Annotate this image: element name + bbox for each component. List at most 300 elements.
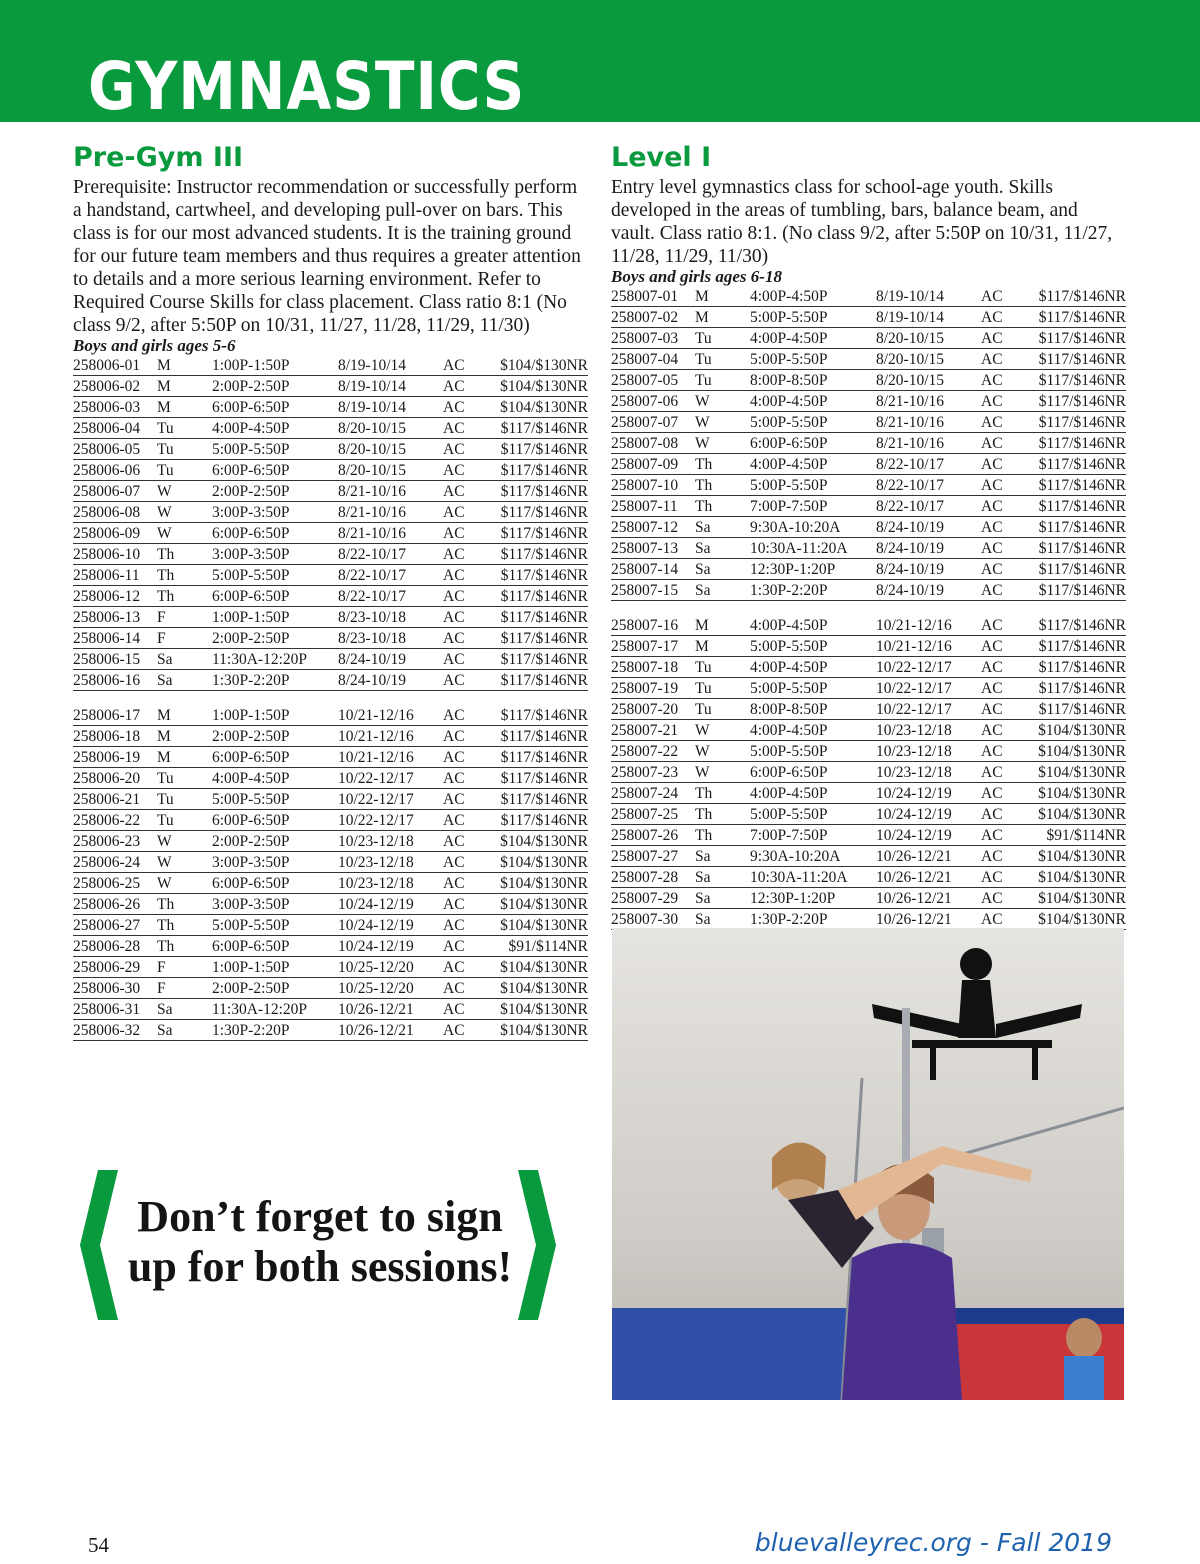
cell-time: 6:00P-6:50P	[212, 523, 338, 544]
cell-dates: 8/24-10/19	[876, 559, 981, 580]
schedule-row	[611, 370, 1126, 391]
cell-location: AC	[443, 355, 489, 376]
cell-fee: $104/$130NR	[1027, 783, 1126, 804]
cell-dates: 10/22-12/17	[876, 699, 981, 720]
cell-time: 6:00P-6:50P	[750, 433, 876, 454]
cell-day: M	[157, 726, 212, 747]
cell-day: F	[157, 628, 212, 649]
cell-fee: $104/$130NR	[1027, 846, 1126, 867]
cell-time: 2:00P-2:50P	[212, 978, 338, 999]
cell-time: 11:30A-12:20P	[212, 999, 338, 1020]
cell-fee: $104/$130NR	[489, 873, 588, 894]
section-heading: Pre-Gym III	[73, 142, 244, 173]
schedule-row	[611, 307, 1126, 328]
cell-fee: $117/$146NR	[489, 481, 588, 502]
cell-fee: $117/$146NR	[1027, 349, 1126, 370]
cell-dates: 8/20-10/15	[338, 439, 443, 460]
cell-code: 258007-21	[611, 720, 695, 741]
cell-code: 258006-10	[73, 544, 157, 565]
cell-time: 5:00P-5:50P	[750, 307, 876, 328]
cell-fee: $117/$146NR	[1027, 517, 1126, 538]
cell-dates: 10/25-12/20	[338, 957, 443, 978]
cell-location: AC	[443, 894, 489, 915]
cell-day: Th	[157, 915, 212, 936]
cell-location: AC	[443, 460, 489, 481]
cell-fee: $117/$146NR	[489, 789, 588, 810]
cell-location: AC	[443, 936, 489, 957]
cell-time: 1:30P-2:20P	[750, 580, 876, 601]
section-description: Prerequisite: Instructor recommendation or successfully perform a handstand, cartwheel, and developing pull-over on bars. This class is for our most advanced students. It is the training ground for our future team members and thus requires a greater attention to details and a more serious learning environment. Refer to Required Course Skills for class placement. Class ratio 8:1 (No class 9/2, after 5:50P on 10/31, 11/27, 11/28, 11/29, 11/30)	[73, 177, 581, 336]
cell-code: 258006-31	[73, 999, 157, 1020]
cell-fee: $117/$146NR	[489, 502, 588, 523]
cell-day: M	[157, 397, 212, 418]
schedule-row	[611, 580, 1126, 601]
cell-code: 258007-02	[611, 307, 695, 328]
cell-time: 9:30A-10:20A	[750, 517, 876, 538]
cell-time: 5:00P-5:50P	[750, 349, 876, 370]
cell-time: 5:00P-5:50P	[212, 915, 338, 936]
cell-fee: $117/$146NR	[1027, 559, 1126, 580]
cell-fee: $104/$130NR	[489, 397, 588, 418]
section-heading: Level I	[611, 142, 712, 173]
cell-dates: 10/23-12/18	[338, 873, 443, 894]
cell-time: 12:30P-1:20P	[750, 888, 876, 909]
cell-fee: $117/$146NR	[489, 691, 588, 726]
cell-day: Tu	[695, 657, 750, 678]
schedule-row	[611, 804, 1126, 825]
schedule-table-body	[73, 355, 588, 1041]
cell-day: F	[157, 607, 212, 628]
cell-code: 258006-30	[73, 978, 157, 999]
cell-location: AC	[443, 397, 489, 418]
cell-location: AC	[981, 657, 1027, 678]
schedule-row	[611, 909, 1126, 930]
cell-dates: 8/20-10/15	[876, 349, 981, 370]
age-group-label: Boys and girls ages 5-6	[73, 336, 236, 355]
cell-location: AC	[981, 286, 1027, 307]
cell-code: 258006-24	[73, 852, 157, 873]
cell-day: W	[157, 502, 212, 523]
cell-dates: 8/21-10/16	[876, 391, 981, 412]
cell-location: AC	[443, 1020, 489, 1041]
schedule-row	[73, 607, 588, 628]
cell-location: AC	[981, 496, 1027, 517]
cell-fee: $117/$146NR	[489, 810, 588, 831]
cell-fee: $104/$130NR	[489, 1020, 588, 1041]
section-pre-gym-iii	[73, 140, 588, 1041]
cell-location: AC	[981, 391, 1027, 412]
cell-location: AC	[443, 999, 489, 1020]
cell-time: 1:30P-2:20P	[212, 670, 338, 691]
cell-time: 4:00P-4:50P	[750, 783, 876, 804]
cell-code: 258007-17	[611, 636, 695, 657]
schedule-row	[73, 747, 588, 768]
cell-time: 3:00P-3:50P	[212, 894, 338, 915]
schedule-row	[611, 286, 1126, 307]
cell-time: 1:00P-1:50P	[212, 607, 338, 628]
cell-location: AC	[981, 846, 1027, 867]
cell-location: AC	[443, 831, 489, 852]
cell-time: 8:00P-8:50P	[750, 370, 876, 391]
cell-code: 258006-01	[73, 355, 157, 376]
cell-dates: 8/21-10/16	[338, 502, 443, 523]
cell-location: AC	[981, 580, 1027, 601]
cell-location: AC	[981, 349, 1027, 370]
cell-day: Tu	[695, 678, 750, 699]
cell-dates: 8/23-10/18	[338, 628, 443, 649]
cell-day: W	[157, 481, 212, 502]
cell-time: 3:00P-3:50P	[212, 852, 338, 873]
cell-day: W	[695, 391, 750, 412]
cell-location: AC	[981, 825, 1027, 846]
cell-location: AC	[443, 978, 489, 999]
schedule-row	[611, 412, 1126, 433]
cell-fee: $104/$130NR	[489, 999, 588, 1020]
cell-dates: 10/24-12/19	[338, 936, 443, 957]
cell-code: 258006-25	[73, 873, 157, 894]
cell-dates: 8/21-10/16	[338, 481, 443, 502]
schedule-row	[611, 846, 1126, 867]
cell-time: 4:00P-4:50P	[750, 286, 876, 307]
cell-code: 258007-22	[611, 741, 695, 762]
cell-code: 258007-16	[611, 601, 695, 636]
cell-code: 258007-13	[611, 538, 695, 559]
cell-dates: 8/20-10/15	[338, 460, 443, 481]
schedule-table-pre-gym-iii	[73, 355, 588, 1041]
cell-time: 5:00P-5:50P	[212, 439, 338, 460]
cell-location: AC	[443, 726, 489, 747]
cell-location: AC	[981, 909, 1027, 930]
cell-time: 1:30P-2:20P	[750, 909, 876, 930]
cell-location: AC	[443, 565, 489, 586]
cell-location: AC	[443, 670, 489, 691]
cell-day: Tu	[695, 699, 750, 720]
cell-code: 258007-12	[611, 517, 695, 538]
schedule-row	[73, 502, 588, 523]
gymnastics-photo	[612, 928, 1124, 1400]
footer-website: bluevalleyrec.org - Fall 2019	[754, 1528, 1112, 1557]
cell-fee: $117/$146NR	[1027, 328, 1126, 349]
cell-location: AC	[981, 888, 1027, 909]
cell-code: 258006-12	[73, 586, 157, 607]
cell-day: Th	[157, 586, 212, 607]
cell-dates: 8/22-10/17	[876, 496, 981, 517]
cell-dates: 10/25-12/20	[338, 978, 443, 999]
cell-location: AC	[981, 433, 1027, 454]
cell-day: Th	[157, 544, 212, 565]
cell-day: M	[157, 747, 212, 768]
cell-day: Sa	[695, 517, 750, 538]
cell-day: Th	[695, 825, 750, 846]
cell-code: 258006-06	[73, 460, 157, 481]
cell-location: AC	[443, 523, 489, 544]
schedule-row	[73, 810, 588, 831]
cell-fee: $104/$130NR	[1027, 804, 1126, 825]
cell-dates: 8/21-10/16	[876, 433, 981, 454]
cell-dates: 8/19-10/14	[338, 376, 443, 397]
cell-dates: 8/19-10/14	[338, 355, 443, 376]
cell-dates: 8/24-10/19	[876, 517, 981, 538]
cell-day: Sa	[157, 999, 212, 1020]
cell-time: 10:30A-11:20A	[750, 867, 876, 888]
cell-location: AC	[981, 783, 1027, 804]
cell-time: 7:00P-7:50P	[750, 825, 876, 846]
schedule-row	[611, 678, 1126, 699]
cell-location: AC	[443, 873, 489, 894]
cell-fee: $117/$146NR	[489, 649, 588, 670]
cell-fee: $104/$130NR	[489, 852, 588, 873]
cell-dates: 10/24-12/19	[876, 783, 981, 804]
cell-fee: $104/$130NR	[489, 376, 588, 397]
cell-location: AC	[443, 481, 489, 502]
schedule-row	[73, 523, 588, 544]
cell-code: 258006-32	[73, 1020, 157, 1041]
cell-day: F	[157, 957, 212, 978]
cell-day: Tu	[157, 418, 212, 439]
cell-day: Tu	[157, 768, 212, 789]
cell-day: M	[157, 691, 212, 726]
age-group-label: Boys and girls ages 6-18	[611, 267, 782, 286]
cell-day: Sa	[695, 559, 750, 580]
cell-dates: 10/22-12/17	[876, 678, 981, 699]
cell-fee: $117/$146NR	[1027, 657, 1126, 678]
cell-fee: $117/$146NR	[1027, 678, 1126, 699]
cell-time: 5:00P-5:50P	[750, 804, 876, 825]
cell-day: Th	[157, 936, 212, 957]
cell-fee: $117/$146NR	[1027, 699, 1126, 720]
schedule-row	[73, 789, 588, 810]
cell-time: 9:30A-10:20A	[750, 846, 876, 867]
cell-location: AC	[981, 762, 1027, 783]
cell-location: AC	[981, 601, 1027, 636]
cell-fee: $117/$146NR	[1027, 601, 1126, 636]
cell-location: AC	[981, 867, 1027, 888]
cell-dates: 10/26-12/21	[876, 867, 981, 888]
schedule-row	[611, 888, 1126, 909]
cell-time: 6:00P-6:50P	[212, 747, 338, 768]
section-description: Entry level gymnastics class for school-age youth. Skills developed in the areas of tumbling, bars, balance beam, and vault. Class ratio 8:1. (No class 9/2, after 5:50P on 10/31, 11/27, 11/28, 11/29, 11/30)	[611, 177, 1113, 267]
cell-day: M	[695, 307, 750, 328]
schedule-row	[73, 831, 588, 852]
cell-time: 4:00P-4:50P	[750, 454, 876, 475]
schedule-row	[73, 852, 588, 873]
cell-location: AC	[981, 307, 1027, 328]
cell-code: 258006-04	[73, 418, 157, 439]
schedule-row	[73, 670, 588, 691]
cell-location: AC	[443, 789, 489, 810]
cell-code: 258007-14	[611, 559, 695, 580]
cell-fee: $117/$146NR	[1027, 475, 1126, 496]
cell-code: 258006-03	[73, 397, 157, 418]
cell-time: 11:30A-12:20P	[212, 649, 338, 670]
cell-time: 5:00P-5:50P	[750, 636, 876, 657]
cell-dates: 10/26-12/21	[876, 909, 981, 930]
cell-code: 258007-26	[611, 825, 695, 846]
cell-time: 5:00P-5:50P	[212, 789, 338, 810]
cell-code: 258006-18	[73, 726, 157, 747]
cell-time: 2:00P-2:50P	[212, 481, 338, 502]
cell-dates: 10/21-12/16	[338, 726, 443, 747]
cell-dates: 8/22-10/17	[338, 586, 443, 607]
cell-dates: 10/21-12/16	[338, 747, 443, 768]
cell-fee: $104/$130NR	[489, 355, 588, 376]
cell-code: 258007-28	[611, 867, 695, 888]
cell-day: W	[157, 873, 212, 894]
cell-fee: $117/$146NR	[1027, 496, 1126, 517]
cell-location: AC	[443, 376, 489, 397]
schedule-row	[73, 999, 588, 1020]
cell-day: M	[695, 601, 750, 636]
cell-dates: 10/22-12/17	[338, 768, 443, 789]
schedule-row	[73, 873, 588, 894]
cell-code: 258006-13	[73, 607, 157, 628]
cell-time: 1:30P-2:20P	[212, 1020, 338, 1041]
schedule-row	[611, 636, 1126, 657]
cell-location: AC	[443, 439, 489, 460]
schedule-row	[611, 867, 1126, 888]
cell-fee: $117/$146NR	[489, 747, 588, 768]
cell-day: Sa	[695, 867, 750, 888]
cell-location: AC	[443, 691, 489, 726]
schedule-row	[73, 544, 588, 565]
cell-fee: $104/$130NR	[1027, 762, 1126, 783]
cell-dates: 10/23-12/18	[876, 741, 981, 762]
cell-day: M	[695, 636, 750, 657]
cell-location: AC	[443, 502, 489, 523]
cell-dates: 8/21-10/16	[876, 412, 981, 433]
cell-dates: 8/22-10/17	[338, 565, 443, 586]
cell-code: 258007-29	[611, 888, 695, 909]
cell-fee: $104/$130NR	[489, 894, 588, 915]
cell-day: Tu	[695, 328, 750, 349]
cell-day: F	[157, 978, 212, 999]
schedule-row	[73, 376, 588, 397]
cell-time: 4:00P-4:50P	[212, 418, 338, 439]
cell-time: 3:00P-3:50P	[212, 544, 338, 565]
left-bracket-icon	[78, 1170, 120, 1320]
schedule-row	[73, 628, 588, 649]
schedule-row	[611, 699, 1126, 720]
schedule-row	[611, 433, 1126, 454]
cell-code: 258006-29	[73, 957, 157, 978]
schedule-row	[611, 559, 1126, 580]
schedule-row	[73, 726, 588, 747]
cell-day: Sa	[695, 888, 750, 909]
cell-code: 258006-28	[73, 936, 157, 957]
cell-code: 258007-11	[611, 496, 695, 517]
schedule-row	[73, 460, 588, 481]
cell-location: AC	[443, 747, 489, 768]
cell-time: 5:00P-5:50P	[750, 412, 876, 433]
cell-dates: 10/26-12/21	[338, 1020, 443, 1041]
cell-day: Tu	[157, 810, 212, 831]
schedule-row	[611, 328, 1126, 349]
cell-dates: 8/22-10/17	[338, 544, 443, 565]
cell-time: 8:00P-8:50P	[750, 699, 876, 720]
section-level-i	[611, 140, 1126, 930]
page-number: 54	[88, 1533, 109, 1557]
schedule-row	[73, 418, 588, 439]
cell-time: 1:00P-1:50P	[212, 691, 338, 726]
cell-code: 258007-25	[611, 804, 695, 825]
cell-fee: $104/$130NR	[1027, 720, 1126, 741]
cell-dates: 8/21-10/16	[338, 523, 443, 544]
schedule-row	[73, 481, 588, 502]
cell-dates: 10/22-12/17	[338, 810, 443, 831]
cell-time: 7:00P-7:50P	[750, 496, 876, 517]
cell-fee: $117/$146NR	[1027, 538, 1126, 559]
cell-dates: 10/23-12/18	[338, 852, 443, 873]
cell-code: 258006-16	[73, 670, 157, 691]
cell-dates: 8/19-10/14	[338, 397, 443, 418]
cell-fee: $117/$146NR	[489, 544, 588, 565]
cell-time: 6:00P-6:50P	[212, 936, 338, 957]
cell-dates: 8/19-10/14	[876, 286, 981, 307]
cell-location: AC	[981, 412, 1027, 433]
cell-location: AC	[981, 636, 1027, 657]
cell-time: 6:00P-6:50P	[750, 762, 876, 783]
schedule-row	[611, 762, 1126, 783]
cell-fee: $117/$146NR	[489, 439, 588, 460]
cell-location: AC	[443, 649, 489, 670]
schedule-row	[611, 601, 1126, 636]
cell-time: 4:00P-4:50P	[750, 391, 876, 412]
schedule-row	[611, 783, 1126, 804]
cell-dates: 8/19-10/14	[876, 307, 981, 328]
cell-day: M	[157, 376, 212, 397]
cell-dates: 10/24-12/19	[876, 804, 981, 825]
schedule-row	[611, 349, 1126, 370]
cell-day: Tu	[157, 460, 212, 481]
cell-day: Th	[157, 565, 212, 586]
schedule-row	[73, 957, 588, 978]
cell-code: 258006-11	[73, 565, 157, 586]
cell-day: Th	[695, 804, 750, 825]
schedule-row	[73, 936, 588, 957]
cell-fee: $117/$146NR	[1027, 412, 1126, 433]
cell-fee: $117/$146NR	[489, 670, 588, 691]
schedule-row	[611, 741, 1126, 762]
cell-dates: 10/24-12/19	[338, 915, 443, 936]
cell-location: AC	[981, 720, 1027, 741]
cell-time: 12:30P-1:20P	[750, 559, 876, 580]
cell-code: 258006-09	[73, 523, 157, 544]
cell-dates: 8/20-10/15	[876, 328, 981, 349]
cell-code: 258007-03	[611, 328, 695, 349]
cell-fee: $117/$146NR	[1027, 433, 1126, 454]
cell-day: Th	[157, 894, 212, 915]
cell-location: AC	[443, 810, 489, 831]
cell-time: 5:00P-5:50P	[212, 565, 338, 586]
cell-day: Tu	[695, 349, 750, 370]
schedule-row	[611, 538, 1126, 559]
cell-location: AC	[981, 517, 1027, 538]
schedule-row	[73, 397, 588, 418]
cell-code: 258006-02	[73, 376, 157, 397]
cell-code: 258007-07	[611, 412, 695, 433]
cell-fee: $117/$146NR	[489, 418, 588, 439]
cell-code: 258006-19	[73, 747, 157, 768]
cell-day: Sa	[157, 649, 212, 670]
cell-time: 2:00P-2:50P	[212, 376, 338, 397]
cell-fee: $104/$130NR	[1027, 741, 1126, 762]
cell-location: AC	[443, 628, 489, 649]
cell-code: 258006-17	[73, 691, 157, 726]
right-bracket-icon	[516, 1170, 558, 1320]
cell-dates: 8/24-10/19	[338, 670, 443, 691]
cell-dates: 10/26-12/21	[876, 846, 981, 867]
cell-dates: 8/24-10/19	[876, 538, 981, 559]
